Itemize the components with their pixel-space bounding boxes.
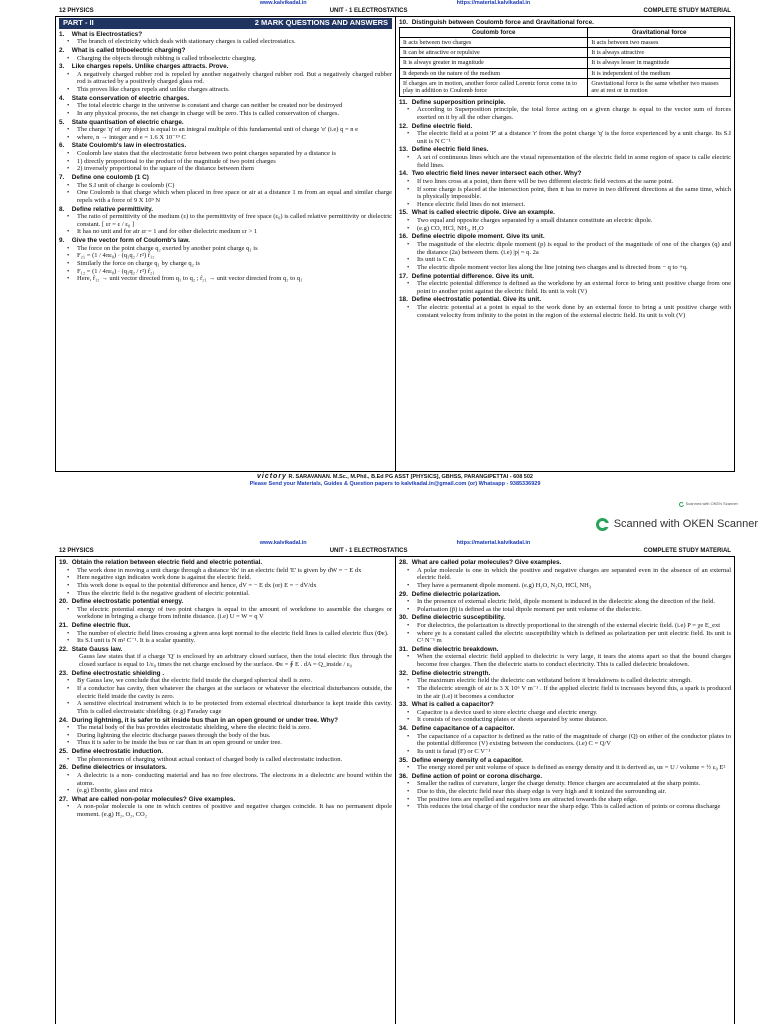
right-column — [395, 17, 734, 471]
answer-point: • The number of electric field lines crossing a given area kept normal to the electric field lines is called electric flux (Φᴇ). — [75, 630, 392, 638]
left-column — [56, 17, 395, 471]
column-header: Gravitational force — [588, 27, 731, 37]
answer-point: • The energy stored per unit volume of space is defined as energy density and it is derived as, uᴇ = U / volume = ½ ε₀ E² — [415, 764, 731, 772]
question-number: 3. — [59, 63, 65, 71]
question-number: 16. — [399, 233, 408, 241]
answer-list — [399, 677, 731, 700]
answer-list — [59, 606, 392, 621]
question-heading — [399, 146, 731, 154]
question-heading — [59, 142, 392, 150]
question-text: Define one coulomb (1 C) — [71, 174, 149, 181]
answer-point: • The capacitance of a capacitor is defined as the ratio of the magnitude of charge (Q) on either of the conductor plates to the potential difference (V) existing between the conductors. (i.e) C = Q/V — [415, 733, 731, 748]
answer-point: • The force on the point charge q₂ exerted by another point charge q₁ is — [75, 245, 392, 253]
question-text: Define electrostatic induction. — [71, 748, 164, 756]
question-text: Obtain the relation between electric field and electric potential. — [71, 559, 263, 566]
answer-point: • It has no unit and for air εr = 1 and for other dielectric medium εr > 1 — [75, 228, 392, 236]
table-row — [400, 68, 731, 78]
question-heading — [399, 273, 731, 281]
answer-point: • A polar molecule is one in which the positive and negative charges are separated even in the absence of an external electric field. — [415, 567, 731, 582]
answer-point: • The magnitude of the electric dipole moment (p) is equal to the product of the magnitude of one of the charges (q) and the distance (2a) between them. (i.e) |p| = q. 2a — [415, 241, 731, 256]
scanner-text: Scanned with OKEN Scanner — [613, 518, 758, 531]
question-number: 9. — [59, 237, 65, 245]
two-column-body — [55, 557, 735, 1024]
question-number: 7. — [59, 174, 65, 181]
answer-point: • The ratio of permittivity of the medium (ε) to the permittivity of free space (ε₀) is called relative permittivity or dielectric constant. [ εr = ε / ε₀ ] — [75, 213, 392, 228]
question-number: 35. — [399, 756, 408, 764]
question-number: 34. — [399, 725, 408, 733]
answer-point: • Its unit is C m. — [415, 256, 731, 264]
answer-list — [399, 130, 731, 145]
answer-list — [399, 733, 731, 756]
answer-point: • Smaller the radius of curvature, larger the charge density. Hence charges are accumulated at the sharp points. — [415, 780, 731, 788]
question-number: 5. — [59, 118, 65, 126]
table-cell: It depends on the nature of the medium — [400, 68, 588, 78]
question-text: Define electrostatic potential. Give its unit. — [411, 296, 542, 304]
question-text: Define electrostatic shielding . — [71, 669, 165, 677]
answer-point: • Due to this, the electric field near this sharp edge is very high and it ionized the surrounding air. — [415, 788, 731, 796]
answer-list — [59, 213, 392, 236]
answer-point: • The electric field at a point 'P' at a distance 'r' from the point charge 'q' is the force experienced by a unit charge. Its S.I unit is N C⁻¹ — [415, 130, 731, 145]
answer-point: • A non-polar molecule is one in which centres of positive and negative charges coincide. It has no permanent dipole moment. (e.g) H₂, O₂, CO₂ — [75, 803, 392, 818]
answer-point: • The maximum electric field the dielectric can withstand before it breakdowns is called dielectric strength. — [415, 677, 731, 685]
question-heading: 10. Distinguish between Coulomb force and Gravitational force. — [399, 19, 594, 26]
question-heading — [399, 123, 731, 131]
answer-list — [59, 677, 392, 715]
answer-point: • Its S.I unit is N m² C⁻¹. It is a scalar quantity. — [75, 637, 392, 645]
answer-list — [59, 772, 392, 795]
answer-point: • Thus it is safer to be inside the bus or car than in an open ground or under tree. — [75, 739, 392, 747]
scanner-watermark-small — [679, 502, 738, 507]
answer-point: • Similarly the force on charge q₁ by charge q₂ is — [75, 260, 392, 268]
table-row — [400, 58, 731, 68]
author-line: R. SARAVANAN. M.Sc., M.Phil., B.Ed PG ASST [PHYSICS], GBHSS, PARANGIPETTAI - 608 502 — [288, 474, 533, 480]
question-text: Define energy density of a capacitor. — [411, 756, 523, 764]
site-link[interactable]: www.kalvikadal.in — [259, 540, 307, 546]
question-text: State Coulomb's law in electrostatics. — [71, 142, 187, 150]
site-link[interactable]: www.kalvikadal.in — [259, 0, 307, 6]
question-text: What is called triboelectric charging? — [71, 47, 186, 55]
table-row — [400, 79, 731, 97]
page-2 — [55, 540, 735, 1024]
question-text: State conservation of electric charges. — [71, 94, 189, 102]
answer-point: • The positive ions are repelled and negative ions are attracted towards the sharp edge. — [415, 796, 731, 804]
question-heading — [59, 646, 392, 654]
answer-point: • (e.g) Ebonite, glass and mica — [75, 787, 392, 795]
answer-point: • This reduces the total charge of the conductor near the sharp edge. This is called action of points or corona discharge — [415, 803, 731, 811]
left-column — [56, 557, 395, 1024]
answer-point: • where χe is a constant called the electric susceptibility which is defined as polarization per unit electric field. Its unit is C² N⁻¹ m — [415, 630, 731, 645]
answer-point: • Charging the objects through rubbing is called triboelectric charging. — [75, 55, 392, 63]
answer-point: • 2) inversely proportional to the square of the distance between them — [75, 165, 392, 173]
answer-list — [59, 71, 392, 94]
answer-list — [59, 126, 392, 141]
answer-list — [399, 178, 731, 209]
question-text: What are called polar molecules? Give examples. — [411, 559, 562, 566]
answer-point: • The total electric charge in the universe is constant and charge can neither be created nor be destroyed — [75, 102, 392, 110]
table-cell: It is always attractive — [588, 48, 731, 58]
answer-point: • Polarisation (p̄) is defined as the total dipole moment per unit volume of the dielectric. — [415, 606, 731, 614]
answer-list — [399, 241, 731, 272]
question-heading — [59, 237, 392, 245]
answer-point: • This proves like charges repels and unlike charges attracts. — [75, 86, 392, 94]
answer-point: • It consists of two conducting plates or sheets separated by some distance. — [415, 716, 731, 724]
question-number: 32. — [399, 669, 408, 677]
answer-point: • The S.I unit of charge is coulomb (C) — [75, 182, 392, 190]
answer-point: • The metal body of the bus provides electrostatic shielding, where the electric field is zero. — [75, 724, 392, 732]
question-text: Define relative permittivity. — [71, 205, 153, 213]
material-label: COMPLETE STUDY MATERIAL — [643, 548, 731, 554]
answer-point: • The work done in moving a unit charge through a distance 'dx' in an electric field 'E' is given by dW = − E dx — [75, 567, 392, 575]
answer-list — [59, 567, 392, 598]
question-text: What is Electrostatics? — [71, 30, 143, 38]
question-heading — [399, 591, 731, 599]
question-number: 8. — [59, 205, 65, 213]
answer-list — [399, 622, 731, 645]
answer-list — [59, 245, 392, 283]
answer-point: • This work done is equal to the potential difference and hence, dV = − E dx (or) E = − dV/dx — [75, 582, 392, 590]
question-number: 17. — [399, 272, 408, 280]
contact-line: Please Send your Materials, Guides & Question papers to kalvikadal.in@gmail.com (or) Whatsapp - 9385336929 — [249, 480, 541, 487]
table-cell: Gravitational force is the same whether two masses are at rest or in motion — [588, 79, 731, 97]
question-number: 31. — [399, 645, 408, 653]
subject-label: 12 PHYSICS — [59, 548, 94, 554]
question-number: 13. — [399, 146, 408, 154]
answer-point: • F₁₂ = (1 / 4πε₀) · (q₁q₂ / r²) r̂₂₁ — [75, 268, 392, 276]
question-text: During lightning, it is safer to sit inside bus than in an open ground or under tree. Why? — [71, 716, 339, 724]
question-number: 33. — [399, 701, 408, 709]
answer-point: • In the presence of external electric field, dipole moment is induced in the dielectric along the direction of the field. — [415, 598, 731, 606]
answer-point: • If a conductor has cavity, then whatever the charges at the surfaces or whatever the electrical disturbances outside, the electric field inside the cavity is zero. — [75, 685, 392, 700]
running-header — [55, 8, 735, 17]
question-text: Define electric field lines. — [411, 146, 489, 154]
question-text: Define dielectric susceptibility. — [411, 614, 506, 622]
question-heading — [59, 119, 392, 127]
answer-point: • In any physical process, the net change in charge will be zero. This is called conservation of charges. — [75, 110, 392, 118]
answer-point: • Capacitor is a device used to store electric charge and electric energy. — [415, 709, 731, 717]
question-heading — [59, 95, 392, 103]
table-cell: It can be attractive or repulsive — [400, 48, 588, 58]
question-heading — [59, 622, 392, 630]
answer-point: • The electric potential at a point is equal to the work done by an external force to bring a unit positive charge with constant velocity from infinity to the point in the region of the external electric field. Its unit is volt (V) — [415, 304, 731, 319]
question-number: 14. — [399, 170, 408, 178]
question-heading — [59, 174, 392, 182]
right-column — [395, 557, 734, 1024]
answer-point: • One Coulomb is that charge which when placed in free space or air at a distance 1 m from an equal and similar charge repels with a force of 9 X 10⁹ N — [75, 189, 392, 204]
question-number: 4. — [59, 94, 65, 102]
scanner-logo-icon — [679, 502, 684, 507]
question-heading — [399, 233, 731, 241]
table-cell: It acts between two charges — [400, 37, 588, 47]
two-column-body — [55, 17, 735, 472]
answer-list — [59, 803, 392, 818]
brand-logo: victory — [257, 473, 287, 480]
question-heading — [399, 773, 731, 781]
question-heading — [399, 614, 731, 622]
question-list — [399, 99, 731, 320]
answer-point: • For dielectrics, the polarization is directly proportional to the strength of the external electric field. (i.e) P = χe E_ext — [415, 622, 731, 630]
question-heading — [399, 296, 731, 304]
table-header-row — [400, 27, 731, 37]
question-number: 22. — [59, 645, 68, 653]
answer-point: • The electric dipole moment vector lies along the line joining two charges and is directed from − q to +q. — [415, 264, 731, 272]
question-text: Give the vector form of Coulomb's law. — [71, 237, 190, 245]
answer-point: • 1) directly proportional to the product of the magnitude of two point charges — [75, 158, 392, 166]
answer-list — [399, 280, 731, 295]
question-text: Define dielectric breakdown. — [411, 645, 499, 653]
question-heading — [399, 209, 731, 217]
question-heading — [399, 170, 731, 178]
url-line — [55, 540, 735, 548]
question-text: Define electrostatic potential energy. — [71, 598, 184, 606]
answer-list — [59, 55, 392, 63]
question-list — [59, 31, 392, 283]
question-text: Define dielectric strength. — [411, 669, 491, 677]
question-heading — [399, 725, 731, 733]
question-heading — [59, 31, 392, 39]
question-number: 30. — [399, 614, 408, 622]
answer-point: • where, n → integer and e = 1.6 X 10⁻¹⁹ C — [75, 134, 392, 142]
question-number: 15. — [399, 209, 408, 217]
question-text: What is called electric dipole. Give an example. — [411, 209, 555, 217]
question-text: Like charges repels. Unlike charges attracts. Prove. — [71, 63, 229, 71]
table-cell: It is independent of the medium — [588, 68, 731, 78]
url-line — [55, 0, 735, 8]
question-number: 19. — [59, 559, 68, 566]
answer-point: • According to Superposition principle, the total force acting on a given charge is equal to the vector sum of forces exerted on it by all the other charges. — [415, 106, 731, 121]
question-heading — [59, 670, 392, 678]
answer-point: • Its unit is farad (F) or C V⁻¹ — [415, 748, 731, 756]
material-link[interactable]: https://material.kalvikadal.in — [456, 0, 531, 6]
answer-point: • The branch of electricity which deals with stationary charges is called electrostatics. — [75, 38, 392, 46]
answer-point: • If some charge is placed at the intersection point, then it has to move in two different directions at the same time, which is physically impossible. — [415, 186, 731, 201]
question-heading — [59, 598, 392, 606]
answer-point: • F₂₁ = (1 / 4πε₀) · (q₁q₂ / r²) r̂₁₂ — [75, 252, 392, 260]
question-text: Define dielectrics or insulators. — [71, 764, 167, 772]
answer-list — [399, 764, 731, 772]
question-number: 11. — [399, 98, 408, 106]
answer-list — [59, 724, 392, 747]
answer-point: • By Gauss law, we conclude that the electric field inside the charged spherical shell is zero. — [75, 677, 392, 685]
question-number: 12. — [399, 122, 408, 130]
question-heading — [59, 748, 392, 756]
question-heading — [59, 717, 392, 725]
answer-list — [59, 150, 392, 173]
question-number: 20. — [59, 598, 68, 606]
question-number: 29. — [399, 590, 408, 598]
answer-point: • The charge 'q' of any object is equal to an integral multiple of this fundamental unit of charge 'e' (i.e) q = n e — [75, 126, 392, 134]
table-cell: If charges are in motion, another force called Lorentz force come in to play in addition to Coulomb force — [400, 79, 588, 97]
answer-list — [399, 304, 731, 319]
answer-list — [59, 102, 392, 117]
answer-point: • Two equal and opposite charges separated by a small distance constitute an electric dipole. — [415, 217, 731, 225]
answer-list — [399, 567, 731, 590]
answer-list — [399, 780, 731, 811]
question-number: 27. — [59, 795, 68, 803]
question-text: What is called a capacitor? — [411, 701, 494, 709]
question-heading — [399, 670, 731, 678]
question-number: 18. — [399, 296, 408, 304]
question-heading — [399, 559, 731, 567]
answer-point: • Thus the electric field is the negative gradient of electric potential. — [75, 590, 392, 598]
question-heading — [59, 764, 392, 772]
question-text: Define capacitance of a capacitor. — [411, 725, 515, 733]
question-number: 6. — [59, 142, 65, 150]
answer-list — [399, 154, 731, 169]
question-text: Define electric field. — [411, 122, 473, 130]
question-number: 21. — [59, 622, 68, 630]
scanner-watermark — [596, 518, 758, 531]
question-number: 28. — [399, 559, 408, 566]
question-text: Define dielectric polarization. — [411, 590, 501, 598]
question-list — [59, 559, 392, 819]
question-number: 36. — [399, 772, 408, 780]
answer-point: • Coulomb law states that the electrostatic force between two point charges separated by a distance is — [75, 150, 392, 158]
answer-list — [59, 38, 392, 46]
table-row — [400, 48, 731, 58]
question-heading — [399, 646, 731, 654]
answer-list — [399, 106, 731, 121]
answer-paragraph: Gauss law states that if a charge 'Q' is enclosed by an arbitrary closed surface, then the total electric flux through the closed surface is equal to 1/ε₀ times the net charge enclosed by the surface. Φᴇ = ∮ E . dA = Q_inside / ε₀ — [79, 653, 392, 669]
material-label: COMPLETE STUDY MATERIAL — [643, 8, 731, 14]
question-text: State quantisation of electric charge. — [71, 118, 184, 126]
answer-point: • The phenomenom of charging without actual contact of charged body is called electrostatic induction. — [75, 756, 392, 764]
part-title: 2 MARK QUESTIONS AND ANSWERS — [254, 18, 388, 27]
answer-list — [399, 598, 731, 613]
question-heading — [59, 63, 392, 71]
question-number: 23. — [59, 669, 68, 677]
answer-list — [59, 182, 392, 205]
answer-point: • The electric potential energy of two point charges is equal to the amount of workdone to assemble the charges or workdone in bringing a charge from infinite distance. (i.e) U = W = q V — [75, 606, 392, 621]
answer-point: • During lightning the electric discharge passes through the body of the bus. — [75, 732, 392, 740]
question-heading — [399, 701, 731, 709]
column-header: Coulomb force — [400, 27, 588, 37]
question-text: Define potential difference. Give its unit. — [411, 272, 534, 280]
table-cell: It acts between two masses — [588, 37, 731, 47]
answer-point: • A dielectric is a non- conducting material and has no free electrons. The electrons in a dielectric are bound within the atoms. — [75, 772, 392, 787]
scanner-text: Scanned with OKEN Scanner — [685, 501, 738, 507]
question-heading — [59, 796, 392, 804]
scanner-logo-icon — [596, 518, 609, 531]
question-text: Define action of point or corona discharge. — [411, 772, 543, 780]
question-number: 24. — [59, 716, 68, 724]
question-number: 26. — [59, 764, 68, 772]
part-banner — [59, 18, 392, 29]
table-row — [400, 37, 731, 47]
answer-point: • If two lines cross at a point, then there will be two different electric field vectors at the same point. — [415, 178, 731, 186]
answer-point: • Here, r̂₁₂ → unit vector directed from q₁ to q₂ ; r̂₂₁ → unit vector directed from q₂ to q₁ — [75, 275, 392, 283]
question-number: 25. — [59, 748, 68, 756]
answer-list — [399, 709, 731, 724]
answer-point: • A sensitive electrical instrument which is to be protected from external electrical disturbance is kept inside this cavity. This is called electrostatic shielding. (e.g) Faraday cage — [75, 700, 392, 715]
answer-point: • They have a permanent dipole moment. (e.g) H₂O, N₂O, HCl, NH₃ — [415, 582, 731, 590]
answer-list — [59, 630, 392, 645]
question-heading — [59, 559, 392, 567]
question-heading — [399, 757, 731, 765]
unit-label: UNIT - 1 ELECTROSTATICS — [329, 8, 408, 14]
answer-list — [399, 217, 731, 232]
question-text: Define electric dipole moment. Give its unit. — [411, 233, 545, 241]
answer-point: • (e.g) CO, HCl, NH₃, H₂O — [415, 225, 731, 233]
material-link[interactable]: https://material.kalvikadal.in — [456, 540, 531, 546]
question-text: Define electric flux. — [71, 622, 131, 630]
part-label: PART - II — [63, 18, 94, 27]
page-footer — [55, 472, 735, 486]
question-heading — [59, 47, 392, 55]
question-text: Two electric field lines never intersect each other. Why? — [411, 170, 582, 178]
question-heading — [59, 206, 392, 214]
question-list — [399, 559, 731, 811]
subject-label: 12 PHYSICS — [59, 8, 94, 14]
answer-point: • The dielectric strength of air is 3 X 10⁶ V m⁻¹ . If the applied electric field is increases beyond this, a spark is produced in the air (i.e) it becomes a conductor — [415, 685, 731, 700]
answer-point: • A negatively charged rubber rod is repeled by another negatively charged rubber rod. But a negatively charged rubber rod is attracted by a positively charged glass rod. — [75, 71, 392, 86]
answer-point: • When the external electric field applied to dielectric is very large, it tears the atoms apart so that the bound charges become free charges. Then the dielectric starts to conduct electricity. This is called dielectric breakdown. — [415, 653, 731, 668]
question-text: What are called non-polar molecules? Give examples. — [71, 795, 236, 803]
answer-point: • Here negative sign indicates work done is against the electric field. — [75, 574, 392, 582]
comparison-table — [399, 27, 731, 97]
running-header — [55, 548, 735, 557]
unit-label: UNIT - 1 ELECTROSTATICS — [329, 548, 408, 554]
table-cell: It is always greater in magnitude — [400, 58, 588, 68]
answer-point: • Hence electric field lines do not intersect. — [415, 201, 731, 209]
answer-point: • The electric potential difference is defined as the workdone by an external force to bring unit positive charge from one point to another point against the electric field. Its unit is volt (V) — [415, 280, 731, 295]
question-number: 1. — [59, 30, 65, 38]
question-number: 2. — [59, 47, 65, 55]
answer-list — [399, 653, 731, 668]
question-text: State Gauss law. — [71, 645, 123, 653]
question-text: Define superposition principle. — [411, 98, 506, 106]
table-cell: It is always lesser in magnitude — [588, 58, 731, 68]
page-1 — [55, 0, 735, 494]
question-heading — [399, 99, 731, 107]
answer-point: • A set of continuous lines which are the visual representation of the electric field in some region of space is calle electric field lines. — [415, 154, 731, 169]
answer-list — [59, 756, 392, 764]
